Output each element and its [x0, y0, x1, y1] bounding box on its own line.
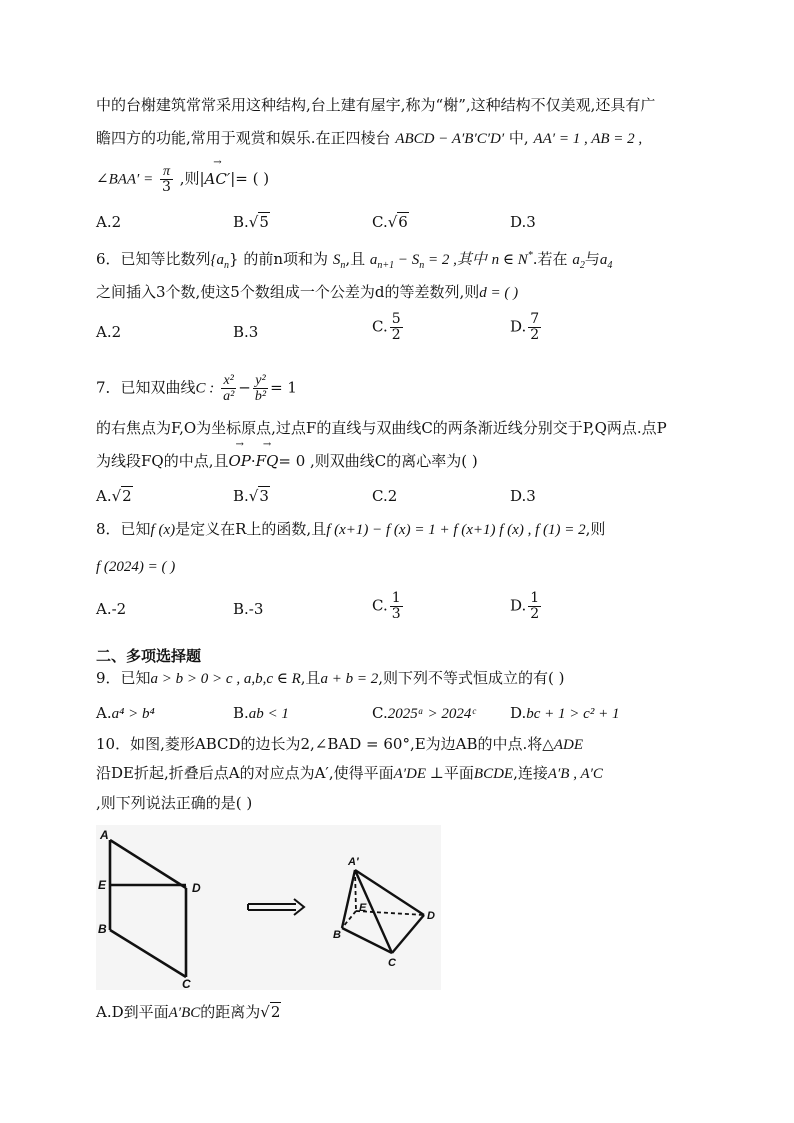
p10-triangle: △ADE — [542, 737, 583, 753]
p6-seq: {$a_n$ — [210, 252, 230, 271]
p7-vector-fq: → FQ — [256, 451, 279, 471]
label-a: A — [100, 828, 109, 842]
p9-line1: 9．已知a > b > 0 > c , a,b,c ∈ R,且a + b = 2,则下列不等式恒成立的有( ) — [96, 669, 565, 687]
label-a-prime: A′ — [348, 856, 359, 868]
p6-n-in-N: n ∈ N* — [491, 250, 533, 268]
label-e2: E — [359, 902, 367, 914]
section-heading: 二、多项选择题 — [96, 647, 202, 665]
p5-lengths: AA′ = 1 , AB = 2 , — [533, 131, 643, 147]
p10-plane2: BCDE — [473, 766, 514, 782]
p8-line1: 8．已知f (x)是定义在R上的函数,且f (x+1) − f (x) = 1 + f (x+1) f (x) , f (1) = 2,则 — [96, 520, 606, 538]
p6-sn: $S_n$ — [332, 252, 346, 271]
p7-vector-op: → OP — [228, 451, 250, 471]
label-c2: C — [388, 957, 396, 969]
p5-option-c: C.√6 — [372, 213, 408, 231]
p10-line2: 沿DE折起,折叠后点A的对应点为A′,使得平面A′DE ⊥平面BCDE,连接A′B , A′C — [96, 764, 603, 782]
p7-curve-c: C : — [195, 380, 215, 397]
p5-tail: |= ( ) — [230, 169, 270, 188]
p9-option-c: C.2025ᵃ > 2024ᶜ — [372, 704, 476, 722]
p10-plane-a1bc: A′BC — [168, 1005, 201, 1021]
label-b: B — [98, 922, 107, 936]
p7-option-b: B.√3 — [233, 487, 269, 505]
p8-option-c: C. $\frac{1}{3}$ — [372, 590, 401, 622]
p7-option-c: C.2 — [372, 487, 398, 505]
p5-option-b: B.√5 — [233, 213, 269, 231]
label-e: E — [98, 878, 107, 892]
p5-vector-ac: → AC′ — [205, 169, 231, 189]
p7-line2: 的右焦点为F,O为坐标原点,过点F的直线与双曲线C的两条渐近线分别交于P,Q两点.点P — [96, 419, 667, 437]
p8-option-b: B.-3 — [233, 600, 264, 618]
label-c: C — [182, 977, 191, 990]
p6-option-c: C. $\frac{5}{2}$ — [372, 311, 401, 343]
p6-line2: 之间插入3个数,使这5个数组成一个公差为d的等差数列,则d = ( ) — [96, 283, 519, 301]
p5-option-d: D.3 — [510, 213, 536, 231]
p5-line1: 中的台榭建筑常常采用这种结构,台上建有屋宇,称为“榭”,这种结构不仅美观,还具有广 — [96, 96, 656, 114]
p5-angle: ∠BAA′ = — [96, 171, 154, 188]
p8-option-d: D. $\frac{1}{2}$ — [510, 590, 540, 622]
p9-condition: a > b > 0 > c , a,b,c ∈ R — [150, 671, 301, 687]
p6-relation: $a_{n+1} - S_n = 2$ ,其中 — [369, 252, 487, 271]
p10-line3: ,则下列说法正确的是( ) — [96, 794, 253, 812]
label-d: D — [192, 881, 201, 895]
p5-text2: 中, — [508, 129, 529, 147]
label-b2: B — [333, 929, 341, 941]
p9-option-a: A.a⁴ > b⁴ — [96, 704, 155, 722]
p6-d: d = ( ) — [479, 285, 519, 301]
p6-a4: $a_4$ — [599, 252, 613, 271]
p7-line3: 为线段FQ的中点,且→ OP·→ FQ= 0 ,则双曲线C的离心率为( ) — [96, 451, 478, 471]
p5-text: 瞻四方的功能,常用于观赏和娱乐.在正四棱台 — [96, 129, 391, 147]
p6-line1: 6．已知等比数列$\{a_n\}$ 的前n项和为 $S_n$,且 $a_{n+1} - S_n = 2$ ,其中 n ∈ N*.若在 $a_2$与$a_4$ — [96, 250, 613, 271]
p8-option-a: A.-2 — [96, 600, 127, 618]
p10-option-a: A.D到平面A′BC的距离为√2 — [96, 1003, 281, 1021]
p8-line2: f (2024) = ( ) — [96, 559, 176, 575]
p5-option-a: A.2 — [96, 213, 122, 231]
p5-line2 — [96, 128, 642, 149]
p10-line1: 10．如图,菱形ABCD的边长为2,∠BAD = 60°,E为边AB的中点.将△ADE — [96, 735, 583, 753]
p7-line1: 7．已知双曲线C : $\frac{\text{x²}}{\text{a²}}$ − $\frac{\text{y²}}{\text{b²}}$ = 1 — [96, 373, 297, 404]
p10-plane1: A′DE ⊥ — [393, 766, 444, 782]
p5-pi-over-3: $\frac{\pi}{3}$ — [162, 164, 171, 195]
p9-option-b: B.ab < 1 — [233, 704, 289, 722]
p6-option-a: A.2 — [96, 323, 122, 341]
p7-option-d: D.3 — [510, 487, 536, 505]
p6-option-d: D. $\frac{7}{2}$ — [510, 311, 540, 343]
p7-y2-b2: $\frac{\text{y²}}{\text{b²}}$ — [254, 373, 267, 404]
p5-line3 — [96, 164, 269, 195]
p10-root: √2 — [260, 1003, 281, 1021]
p5-then: ,则| — [179, 169, 205, 188]
p7-option-a: A.√2 — [96, 487, 132, 505]
p6-option-b: B.3 — [233, 323, 259, 341]
p5-frustum: ABCD − A′B′C′D′ — [395, 131, 505, 147]
p8-relation: f (x+1) − f (x) = 1 + f (x+1) f (x) , f (1) = 2 — [326, 522, 586, 538]
p9-sum: a + b = 2 — [320, 671, 379, 687]
p8-fx: f (x) — [150, 522, 176, 538]
label-d2: D — [427, 910, 435, 922]
p6-a2: $a_2$ — [572, 252, 585, 271]
p9-option-d: D.bc + 1 > c² + 1 — [510, 704, 620, 722]
p10-segments: A′B , A′C — [547, 766, 603, 782]
rhombus-folding-figure — [96, 825, 441, 990]
p7-x2-a2: $\frac{\text{x²}}{\text{a²}}$ — [223, 373, 235, 404]
